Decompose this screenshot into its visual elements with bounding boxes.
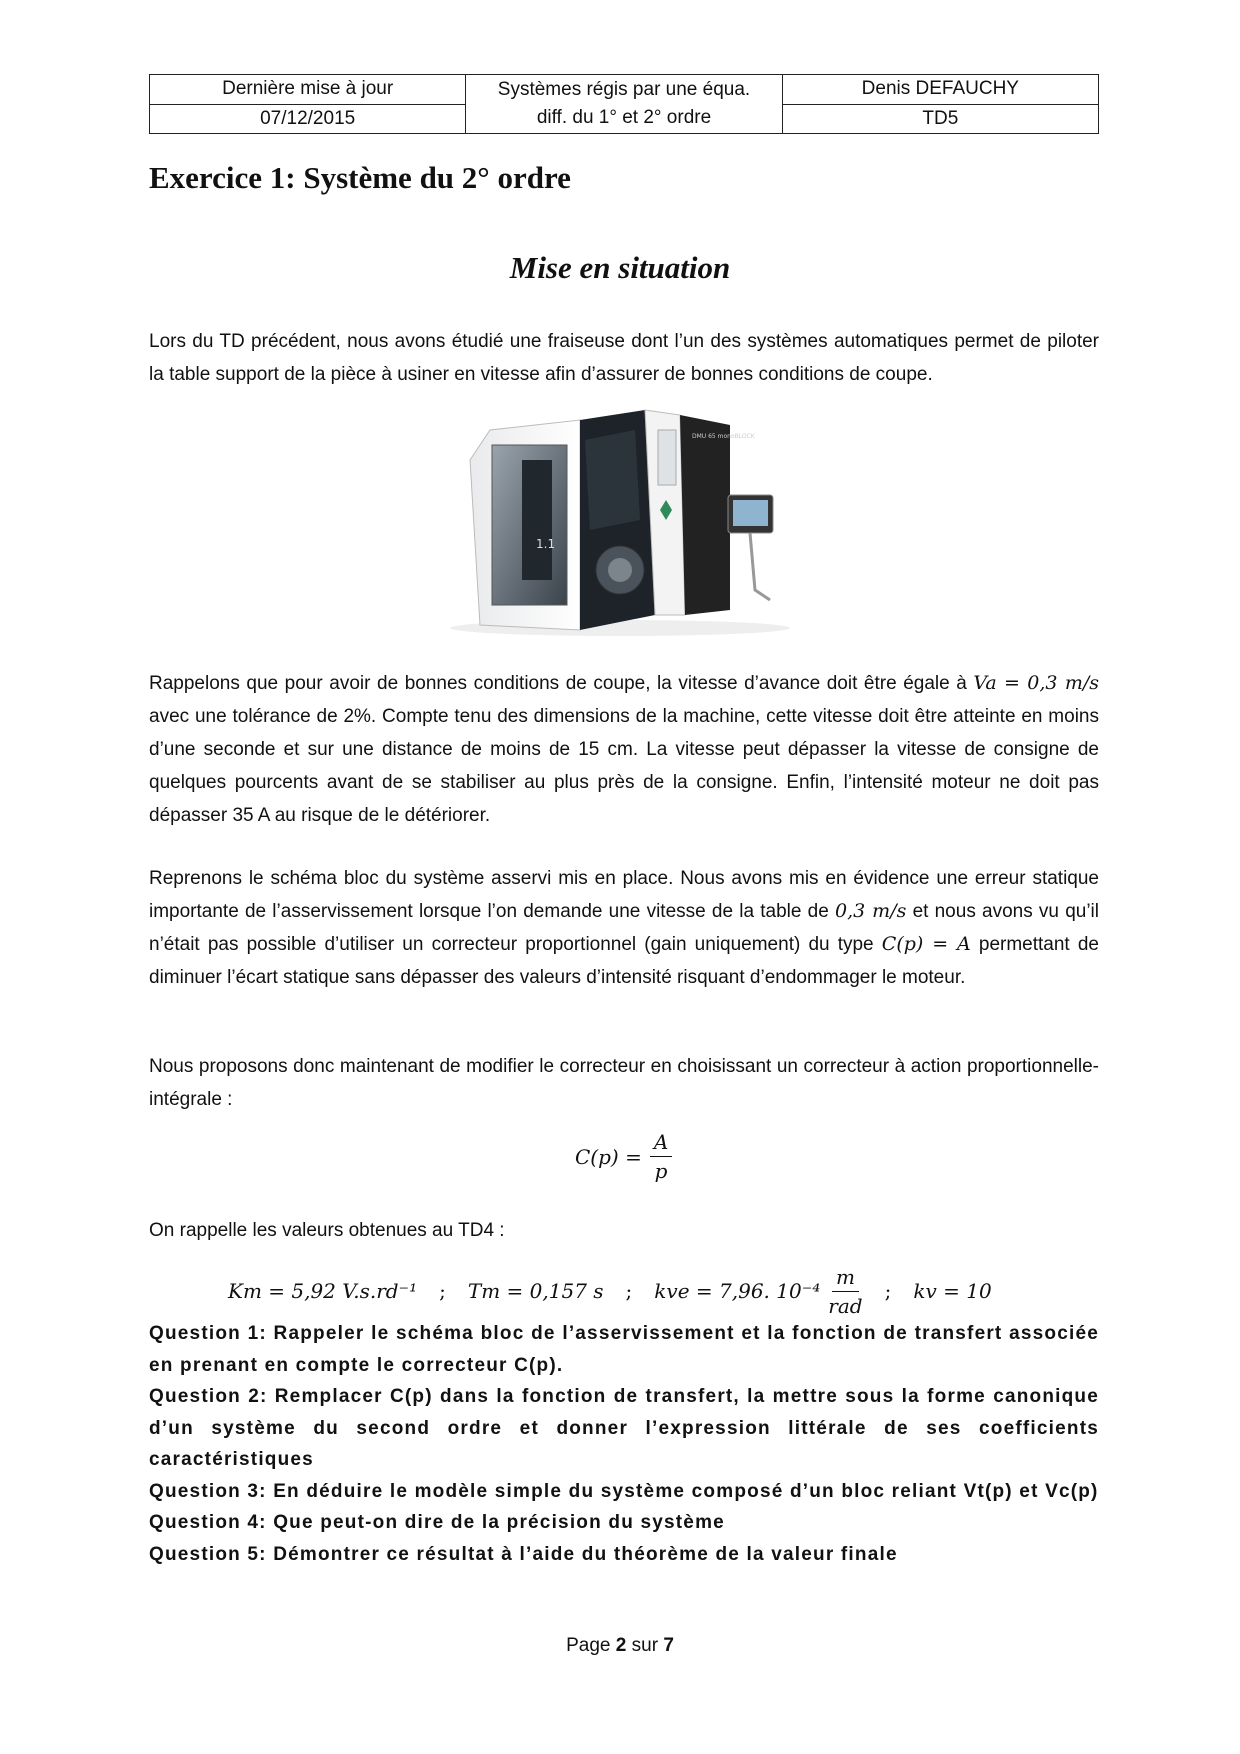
question-3: Question 3: En déduire le modèle simple du système composé d’un bloc reliant Vt(p) et Vc(p) (149, 1480, 1099, 1502)
section-title: Mise en situation (509, 250, 731, 285)
va-expression: Va = 0,3 m/s (973, 672, 1099, 694)
separator: ; (439, 1279, 446, 1303)
paragraph-block-diagram (149, 862, 1099, 994)
footer-prefix: Page (566, 1635, 611, 1656)
separator: ; (625, 1279, 633, 1303)
paragraph-intro: Lors du TD précédent, nous avons étudié une fraiseuse dont l’un des systèmes automatiques permet de piloter la table support de la pièce à usiner en vitesse afin d’assurer de bonnes conditions de coupe. (149, 331, 1099, 385)
block-diagram-text-c: permettant de diminuer l’écart statique sans dépasser des valeurs d’intensité risquant d’endommager le moteur. (149, 934, 1099, 988)
question-2: Question 2: Remplacer C(p) dans la fonction de transfert, la mettre sous la forme canonique d’un système du second ordre et donner l’expression littérale de ses coefficients caractéristiques (149, 1386, 1099, 1470)
header-table (149, 74, 1099, 134)
corrector-fraction (650, 1128, 672, 1185)
last-update-label: Dernière mise à jour (150, 75, 466, 105)
page-total: 7 (663, 1635, 674, 1656)
paragraph-requirements (149, 667, 1099, 832)
km-value: Km = 5,92 V.s.rd⁻¹ (228, 1279, 418, 1303)
requirements-text-a: Rappelons que pour avoir de bonnes conditions de coupe, la vitesse d’avance doit être égale à (149, 673, 974, 694)
paragraph-pi-corrector: Nous proposons donc maintenant de modifier le correcteur en choisissant un correcteur à action proportionnelle-intégrale : (149, 1056, 1099, 1110)
separator: ; (884, 1279, 892, 1303)
question-4: Question 4: Que peut-on dire de la précision du système (149, 1512, 725, 1533)
corrector-numerator: A (650, 1128, 672, 1157)
subject-line-1: Systèmes régis par une équa. (497, 79, 751, 100)
questions-list (149, 1318, 1099, 1570)
corrector-equation (575, 1128, 672, 1185)
svg-text:1.1: 1.1 (536, 537, 556, 551)
speed-expression: 0,3 m/s (835, 900, 907, 922)
machine-label: DMU 65 monoBLOCK (692, 433, 755, 440)
kve-value: kve = 7,96. 10⁻⁴ (654, 1279, 821, 1303)
paragraph-values-intro: On rappelle les valeurs obtenues au TD4 : (149, 1220, 505, 1241)
author: Denis DEFAUCHY (782, 75, 1098, 105)
kv-value: kv = 10 (913, 1279, 992, 1303)
page-number: 2 (615, 1635, 627, 1656)
tm-value: Tm = 0,157 s (467, 1279, 604, 1303)
constants-equation (228, 1262, 1028, 1320)
doc-id: TD5 (782, 104, 1098, 134)
kve-unit-fraction (828, 1263, 862, 1320)
footer-middle: sur (631, 1635, 659, 1656)
block-diagram-text-a: Reprenons le schéma bloc du système asservi mis en place. Nous avons mis en évidence une erreur statique importante de l’asservissement lorsque l’on demande une vitesse de la table de (149, 868, 1099, 922)
corrector-lhs: C(p) = (575, 1144, 642, 1169)
page-footer (0, 1635, 1240, 1657)
subject-line-2: diff. du 1° et 2° ordre (536, 107, 712, 128)
corrector-denominator: p (654, 1159, 668, 1183)
question-5: Question 5: Démontrer ce résultat à l’aide du théorème de la valeur finale (149, 1543, 898, 1565)
last-update-date: 07/12/2015 (150, 104, 466, 134)
kve-unit-denominator: rad (828, 1293, 863, 1318)
question-1: Question 1: Rappeler le schéma bloc de l’asservissement et la fonction de transfert associée en prenant en compte le correcteur C(p). (149, 1323, 1099, 1376)
subject-cell (466, 75, 782, 134)
proportional-corrector-expression: C(p) = A (881, 933, 971, 955)
requirements-text-b: avec une tolérance de 2%. Compte tenu des dimensions de la machine, cette vitesse doit être atteinte en moins d’une seconde et sur une distance de moins de 15 cm. La vitesse peut dépasser la vitesse de consigne de quelques pourcents avant de se stabiliser au plus près de la consigne. Enfin, l’intensité moteur ne doit pas dépasser 35 A au risque de le détériorer. (149, 706, 1099, 826)
block-diagram-text-b: et nous avons vu qu’il n’était pas possible d’utiliser un correcteur proportionnel (gain uniquement) du type (149, 901, 1099, 955)
kve-unit-numerator: m (832, 1263, 859, 1292)
milling-machine-image (430, 400, 810, 640)
exercise-title: Exercice 1: Système du 2° ordre (149, 160, 571, 195)
